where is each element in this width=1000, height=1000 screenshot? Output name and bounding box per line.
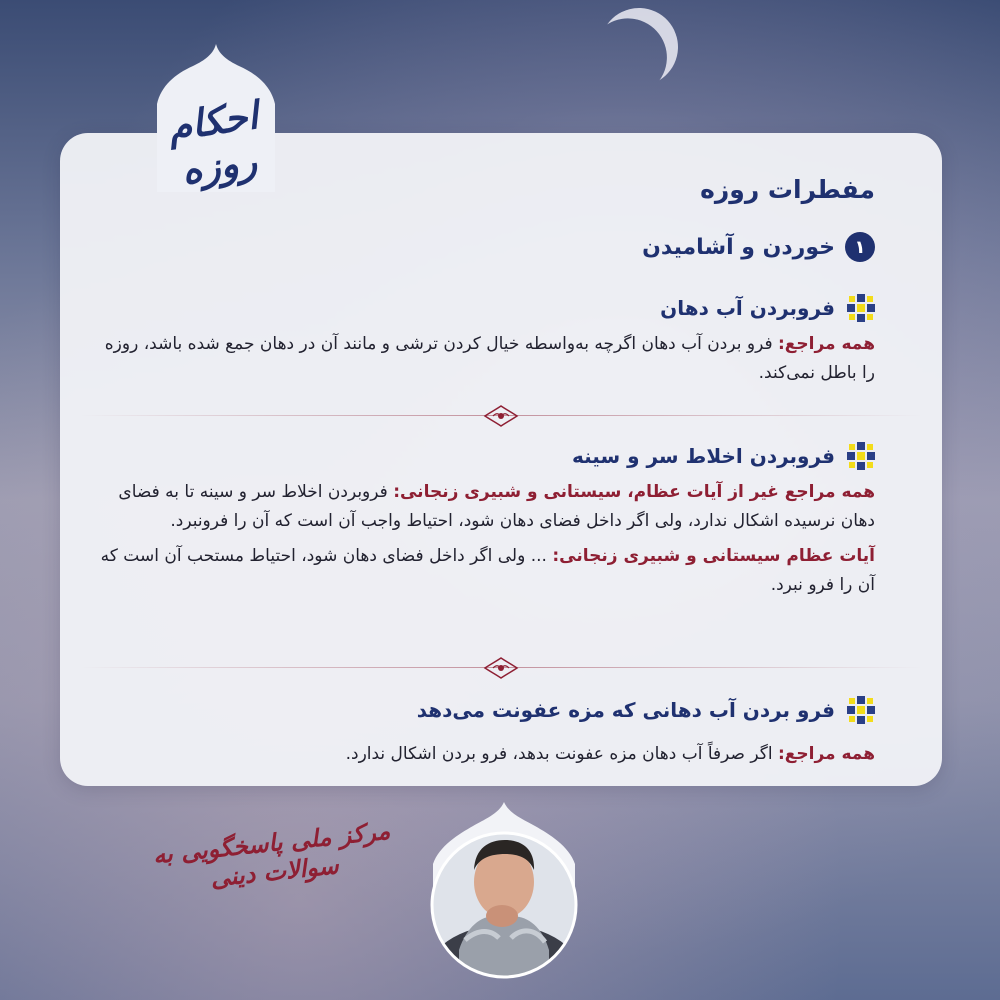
ruling-body: فرو بردن آب دهان اگرچه به‌واسطه خیال کردن ترشی و مانند آن در دهان جمع شده باشد، روزه را باطل نمی‌کند. (104, 334, 875, 383)
ruling-body: فروبردن اخلاط سر و سینه تا به فضای دهان نرسیده اشکال ندارد، ولی اگر داخل فضای دهان شود، احتیاط واجب آن است که آن را فرونبرد. (118, 482, 875, 531)
ruling-text (100, 478, 875, 536)
section-title: فرو بردن آب دهانی که مزه عفونت می‌دهد (416, 698, 835, 722)
section-title: فروبردن اخلاط سر و سینه (572, 444, 835, 468)
logo-title: احکام روزه (165, 92, 261, 193)
arabesque-ornament-icon (481, 404, 521, 428)
ruling-text (100, 330, 875, 388)
number-badge: ۱ (845, 232, 875, 262)
section-saliva (100, 290, 875, 388)
organization-signature: مرکز ملی پاسخگویی به سوالات دینی (151, 815, 392, 893)
authority-label: همه مراجع غیر از آیات عظام، سیستانی و شبیری زنجانی: (393, 482, 875, 502)
ruling-body: اگر صرفاً آب دهان مزه عفونت بدهد، فرو بردن اشکال ندارد. (345, 744, 778, 764)
section-infected-saliva (100, 692, 875, 769)
yellow-blue-cross-icon (847, 294, 875, 322)
crescent-moon (589, 0, 689, 97)
authority-label: همه مراجع: (777, 334, 875, 354)
subsection-heading (642, 232, 875, 262)
coughing-man-photo (429, 800, 579, 980)
authority-label: همه مراجع: (777, 744, 875, 764)
ruling-text (100, 542, 875, 600)
section-phlegm (100, 438, 875, 600)
subsection-label: خوردن و آشامیدن (642, 234, 835, 260)
ruling-body: ... ولی اگر داخل فضای دهان شود، احتیاط مستحب آن است که آن را فرو نبرد. (100, 546, 875, 595)
section-title: فروبردن آب دهان (660, 296, 835, 320)
arabesque-ornament-icon (481, 656, 521, 680)
authority-label: آیات عظام سیستانی و شبیری زنجانی: (552, 546, 875, 566)
section-divider (80, 656, 922, 680)
yellow-blue-cross-icon (847, 442, 875, 470)
ruling-text (100, 740, 875, 769)
section-heading (100, 438, 875, 474)
section-heading (100, 290, 875, 326)
page-title: مفطرات روزه (700, 175, 875, 204)
yellow-blue-cross-icon (847, 696, 875, 724)
section-heading (100, 692, 875, 728)
section-divider (80, 404, 922, 428)
